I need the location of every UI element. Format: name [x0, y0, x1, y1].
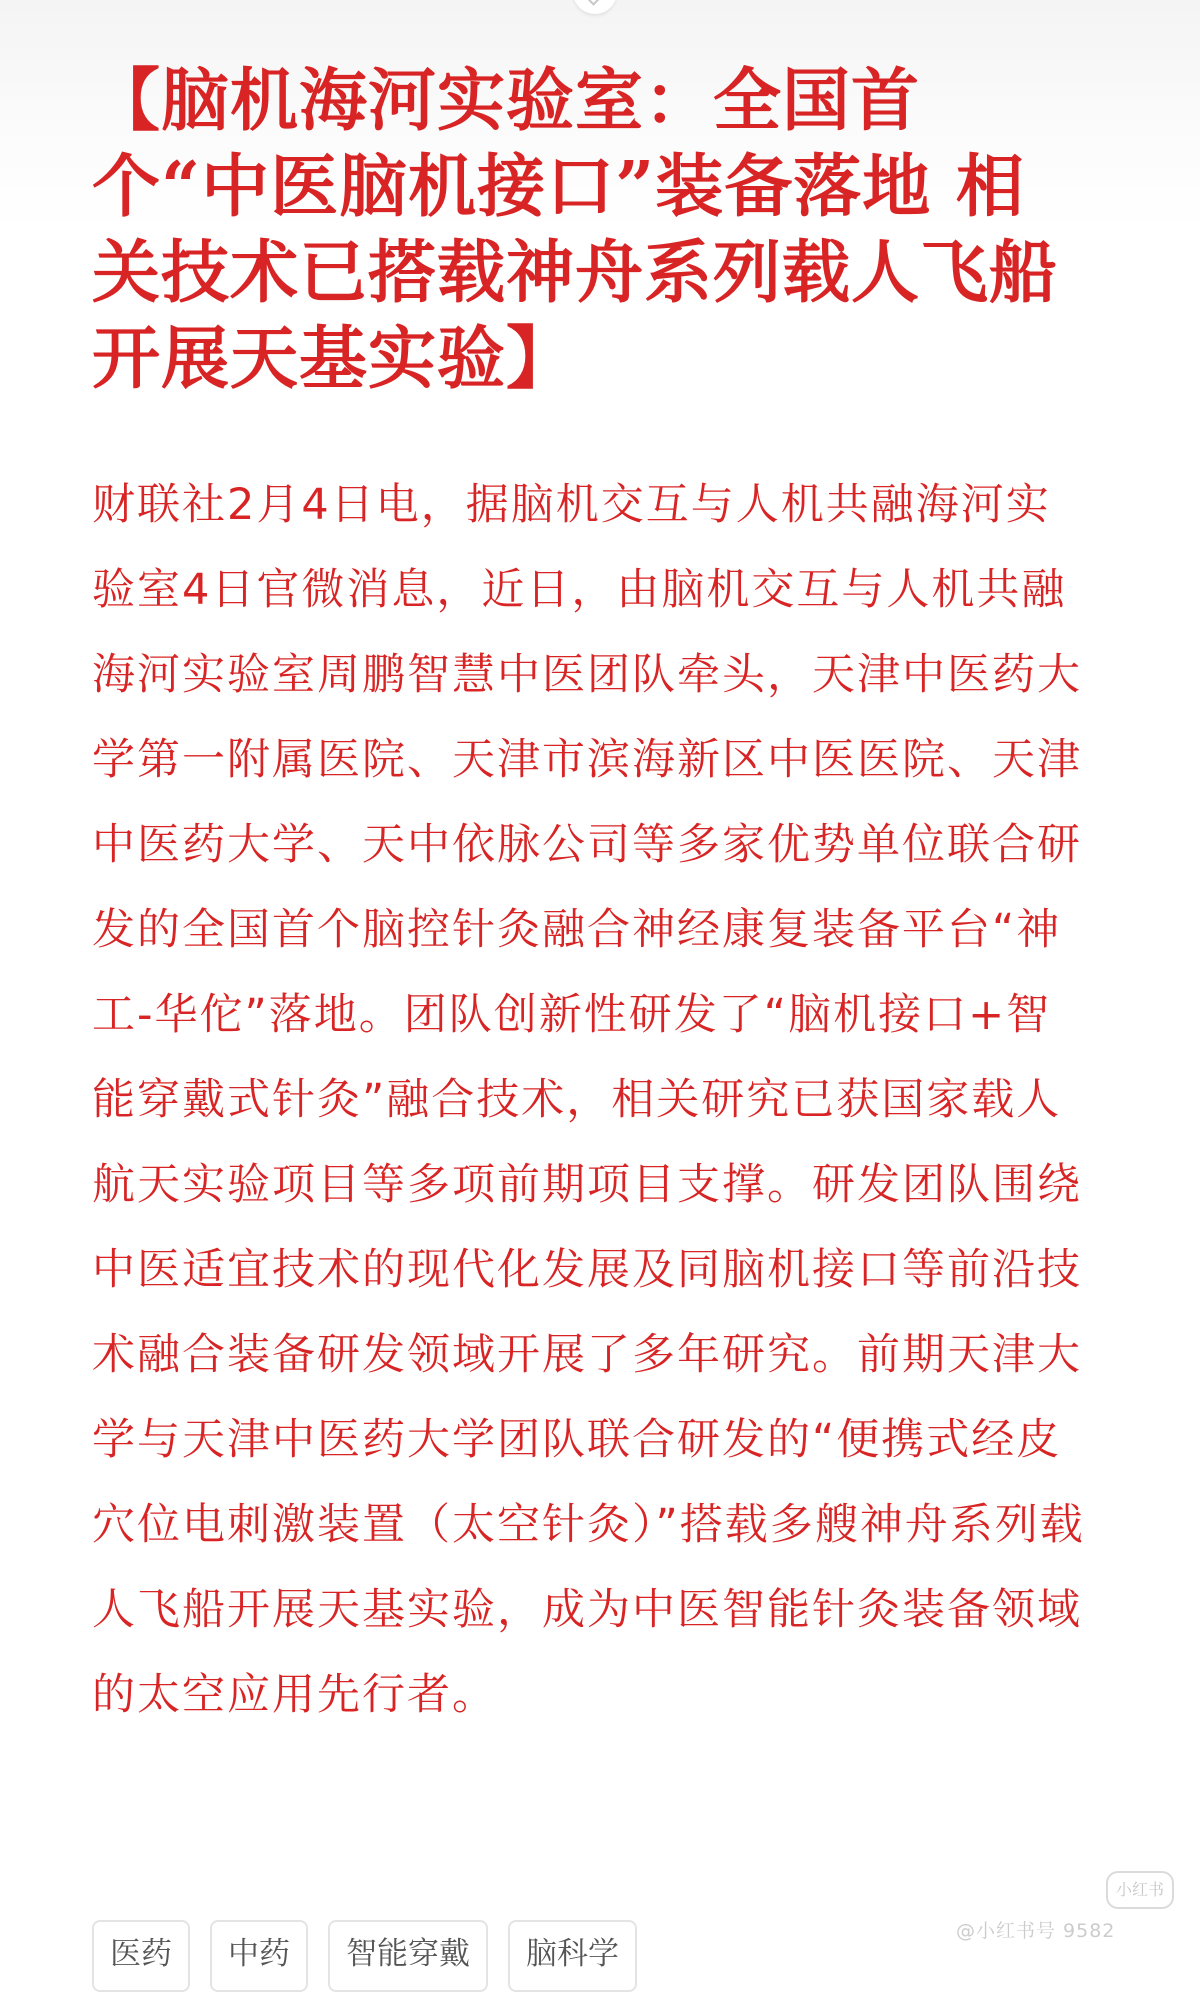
tag-list — [92, 1920, 637, 1992]
tag-chip-wearable[interactable]: 智能穿戴 — [328, 1920, 488, 1992]
tag-chip-brain-science[interactable]: 脑科学 — [508, 1920, 637, 1992]
article-content — [92, 58, 1092, 1738]
tag-chip-medicine[interactable]: 医药 — [92, 1920, 190, 1992]
article-body: 财联社2月4日电，据脑机交互与人机共融海河实验室4日官微消息，近日，由脑机交互与人机共融海河实验室周鹏智慧中医团队牵头，天津中医药大学第一附属医院、天津市滨海新区中医医院、天津中医药大学、天中依脉公司等多家优势单位联合研发的全国首个脑控针灸融合神经康复装备平台“神工-华佗”落地。团队创新性研发了“脑机接口+智能穿戴式针灸”融合技术，相关研究已获国家载人航天实验项目等多项前期项目支撑。研发团队围绕中医适宜技术的现代化发展及同脑机接口等前沿技术融合装备研发领域开展了多年研究。前期天津大学与天津中医药大学团队联合研发的“便携式经皮穴位电刺激装置（太空针灸）”搭载多艘神舟系列载人飞船开展天基实验，成为中医智能针灸装备领域的太空应用先行者。 — [92, 480, 1085, 1720]
article-headline: 【脑机海河实验室：全国首个“中医脑机接口”装备落地 相关技术已搭载神舟系列载人飞船开展天基实验】 — [92, 61, 1059, 399]
watermark-logo-badge: 小红书 — [1106, 1871, 1174, 1909]
tag-chip-tcm[interactable]: 中药 — [210, 1920, 308, 1992]
watermark-text: @小红书号 9582 — [956, 1920, 1116, 1942]
